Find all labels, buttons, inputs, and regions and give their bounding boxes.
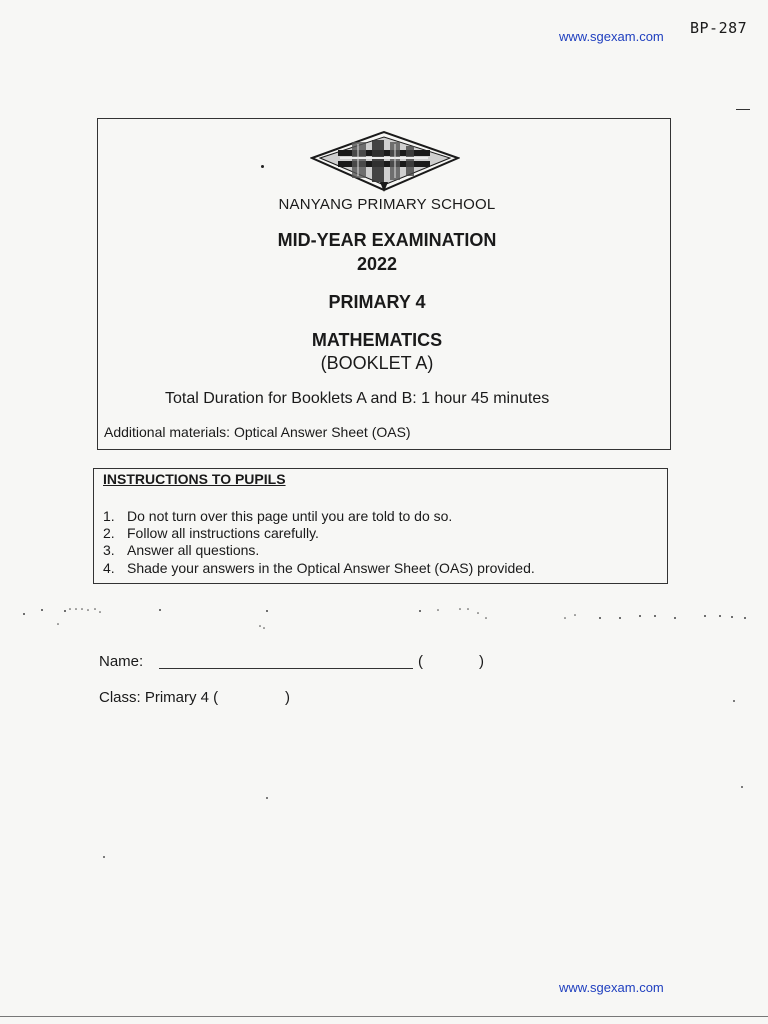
booklet-label: (BOOKLET A) [320, 353, 434, 373]
instruction-text: Follow all instructions carefully. [127, 525, 319, 541]
speck [261, 165, 264, 168]
instruction-item [103, 525, 319, 542]
instruction-item [103, 508, 452, 525]
instruction-item [103, 542, 259, 559]
exam-year: 2022 [356, 254, 398, 274]
instruction-number: 3. [103, 542, 115, 558]
instruction-text: Answer all questions. [127, 542, 260, 558]
paper-code: BP-287 [690, 19, 748, 37]
instruction-text: Shade your answers in the Optical Answer Sheet (OAS) provided. [127, 560, 535, 576]
instruction-number: 1. [103, 508, 115, 524]
speck [733, 700, 735, 702]
instruction-text: Do not turn over this page until you are told to do so. [127, 508, 453, 524]
website-link-top[interactable]: www.sgexam.com [559, 29, 664, 44]
subject-title: MATHEMATICS [311, 330, 443, 350]
exam-title: MID-YEAR EXAMINATION [277, 230, 497, 250]
school-crest-icon [310, 130, 460, 196]
speck [103, 856, 105, 858]
instruction-number: 4. [103, 560, 115, 576]
scan-specks [20, 602, 760, 632]
margin-dash [736, 109, 750, 110]
level-title: PRIMARY 4 [328, 292, 426, 312]
class-label: Class: Primary 4 ( [99, 689, 219, 706]
page-edge-line [0, 1016, 768, 1017]
class-paren-close: ) [285, 689, 290, 706]
name-label: Name: [99, 653, 144, 670]
speck [266, 797, 268, 799]
materials-text: Additional materials: Optical Answer Sheet (OAS) [104, 424, 411, 440]
index-paren-open: ( [418, 653, 423, 670]
duration-text: Total Duration for Booklets A and B: 1 hour 45 minutes [165, 390, 550, 407]
instructions-heading: INSTRUCTIONS TO PUPILS [103, 471, 286, 487]
instruction-item [103, 560, 535, 577]
index-paren-close: ) [479, 653, 484, 670]
instruction-number: 2. [103, 525, 115, 541]
speck [741, 786, 743, 788]
website-link-bottom[interactable]: www.sgexam.com [559, 980, 664, 995]
name-field-line[interactable] [159, 668, 413, 669]
school-name: NANYANG PRIMARY SCHOOL [278, 196, 496, 213]
